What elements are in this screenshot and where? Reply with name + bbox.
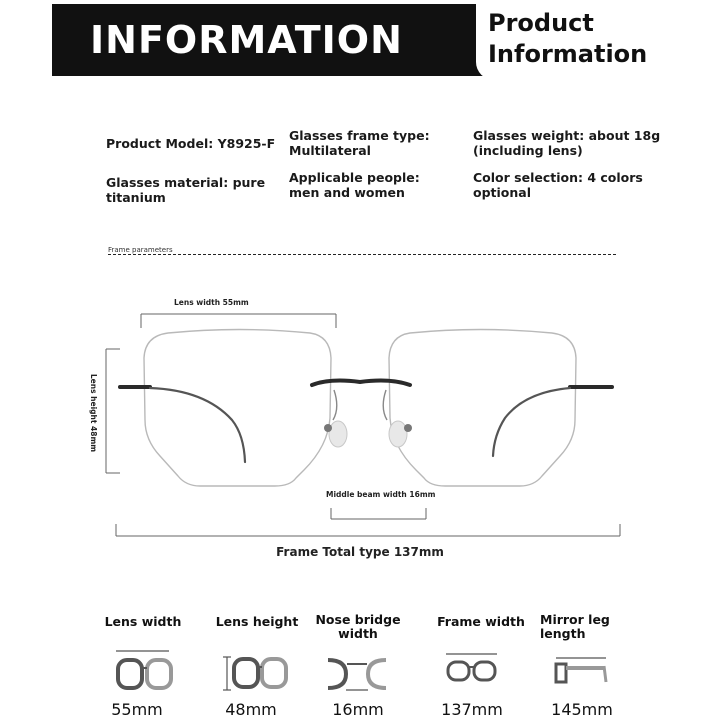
info-model: Product Model: Y8925-F	[106, 136, 276, 151]
lens-height-icon	[223, 657, 286, 690]
nose-bridge-icon	[328, 660, 386, 690]
middle-beam-bracket	[331, 508, 426, 519]
spec-value-temple-length: 145mm	[551, 700, 613, 719]
spec-title-temple-length: Mirror leg length	[540, 612, 610, 641]
spec-value-lens-width: 55mm	[111, 700, 163, 719]
bridge-wire	[333, 390, 387, 420]
lens-height-label: Lens height 48mm	[89, 373, 98, 453]
lens-width-bracket	[141, 314, 336, 328]
spec-value-nose-bridge: 16mm	[332, 700, 384, 719]
spec-title-lens-width: Lens width	[104, 614, 182, 629]
right-temple	[493, 388, 570, 456]
temple-length-icon	[556, 658, 606, 682]
left-temple	[150, 388, 245, 462]
left-lens	[144, 330, 331, 487]
spec-value-lens-height: 48mm	[225, 700, 277, 719]
frame-total-bracket	[116, 524, 620, 536]
frame-width-icon	[446, 654, 497, 680]
banner-title: INFORMATION	[90, 18, 403, 62]
nose-pad-left	[329, 421, 347, 447]
spec-title-lens-height: Lens height	[215, 614, 299, 629]
info-colors: Color selection: 4 colors optional	[473, 170, 643, 200]
nose-pad-right	[389, 421, 407, 447]
frame-total-label: Frame Total type 137mm	[276, 545, 444, 559]
frame-parameters-label: Frame parameters	[108, 246, 173, 254]
info-material: Glasses material: pure titanium	[106, 175, 266, 205]
bridge-bar	[312, 381, 410, 385]
lens-width-icon	[116, 651, 171, 688]
right-lens	[389, 330, 576, 487]
info-frame-type: Glasses frame type: Multilateral	[289, 128, 430, 158]
spec-value-frame-width: 137mm	[441, 700, 503, 719]
info-weight: Glasses weight: about 18g (including lens)	[473, 128, 661, 158]
lens-height-bracket	[106, 349, 120, 473]
banner-subtitle: Product Information	[488, 9, 648, 68]
spec-title-nose-bridge: Nose bridge width	[315, 612, 401, 641]
lens-width-label: Lens width 55mm	[174, 298, 249, 307]
middle-beam-label: Middle beam width 16mm	[326, 490, 436, 499]
info-people: Applicable people: men and women	[289, 170, 420, 200]
spec-title-frame-width: Frame width	[437, 614, 525, 629]
